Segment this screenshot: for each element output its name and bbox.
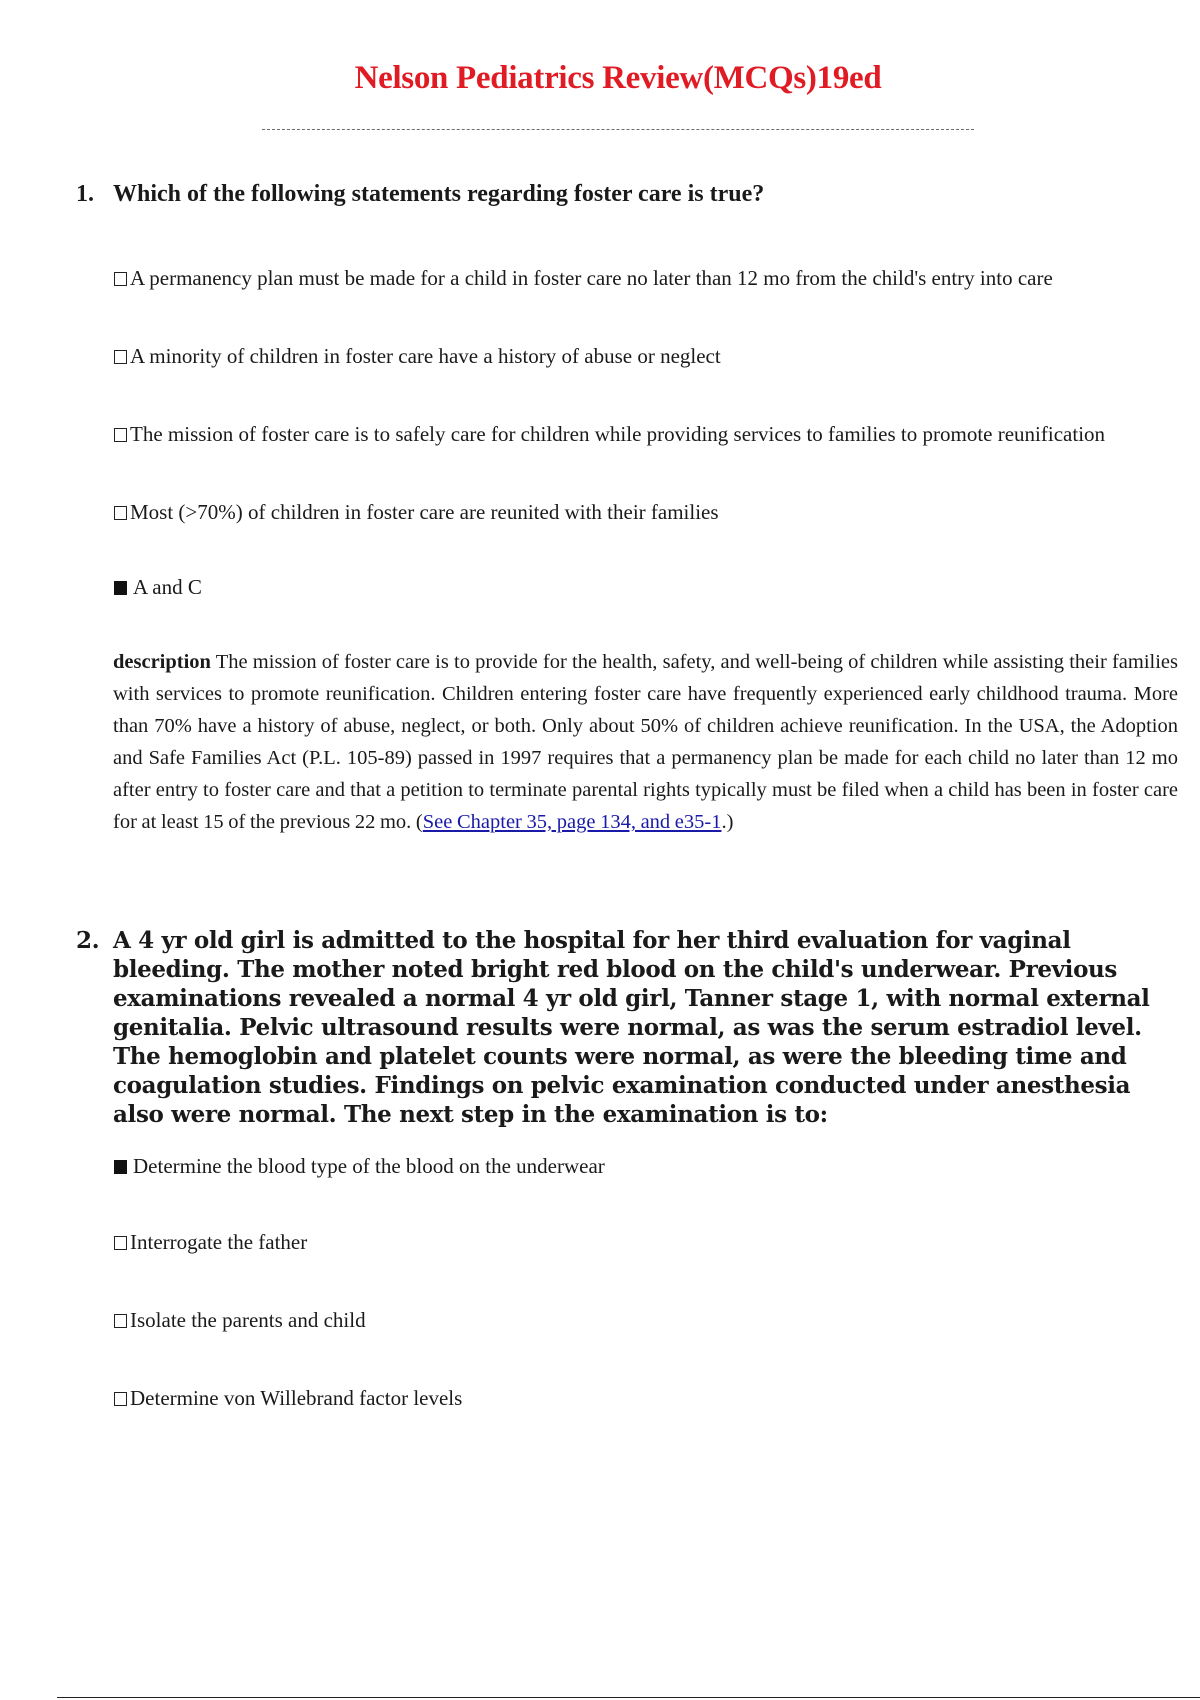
description-tail: .) xyxy=(721,811,734,833)
answer-option[interactable] xyxy=(114,422,1105,447)
description-body: The mission of foster care is to provide for the health, safety, and well-being of children while assisting their families with services to promote reunification. Children entering foster care have frequently experienced early childhood trauma. More than 70% have a history of abuse, neglect, or both. Only about 50% of children achieve reunification. In the USA, the Adoption and Safe Families Act (P.L. 105-89) passed in 1997 requires that a permanency plan be made for each child no later than 12 mo after entry to foster care and that a petition to terminate parental rights typically must be filed when a child has been in foster care for at least 15 of the previous 22 mo. ( xyxy=(113,651,1178,833)
option-label: Most (>70%) of children in foster care are reunited with their families xyxy=(130,500,719,524)
answer-option-selected[interactable] xyxy=(114,1154,605,1179)
checkbox-empty-icon[interactable] xyxy=(114,428,127,442)
answer-option[interactable] xyxy=(114,1386,462,1411)
question-2 xyxy=(76,926,1176,1129)
checkbox-filled-icon[interactable] xyxy=(114,1160,127,1174)
footer-divider xyxy=(57,1697,1200,1698)
option-label: Interrogate the father xyxy=(130,1230,308,1254)
checkbox-empty-icon[interactable] xyxy=(114,272,127,286)
chapter-reference-link[interactable]: See Chapter 35, page 134, and e35-1 xyxy=(422,811,722,833)
page-title: Nelson Pediatrics Review(MCQs)19ed xyxy=(354,60,882,96)
option-label: A and C xyxy=(133,575,202,599)
option-label: Determine the blood type of the blood on the underwear xyxy=(133,1154,605,1178)
answer-option[interactable] xyxy=(114,266,1053,291)
option-label: The mission of foster care is to safely care for children while providing services to families to promote reunification xyxy=(130,422,1106,446)
question-number: 1. xyxy=(76,181,94,207)
option-label: A minority of children in foster care have a history of abuse or neglect xyxy=(130,344,721,368)
checkbox-filled-icon[interactable] xyxy=(114,581,127,595)
checkbox-empty-icon[interactable] xyxy=(114,1236,127,1250)
checkbox-empty-icon[interactable] xyxy=(114,1392,127,1406)
answer-option-selected[interactable] xyxy=(114,575,202,600)
question-1 xyxy=(76,180,1176,209)
answer-option[interactable] xyxy=(114,1230,307,1255)
question-text: A 4 yr old girl is admitted to the hospital for her third evaluation for vaginal bleeding. The mother noted bright red blood on the child's underwear. Previous examinations revealed a normal 4 yr old girl, Tanner stage 1, with normal external genitalia. Pelvic ultrasound results were normal, as was the serum estradiol level. The hemoglobin and platelet counts were normal, as were the bleeding time and coagulation studies. Findings on pelvic examination conducted under anesthesia also were normal. The next step in the examination is to: xyxy=(113,927,1150,1128)
answer-option[interactable] xyxy=(114,1308,366,1333)
checkbox-empty-icon[interactable] xyxy=(114,1314,127,1328)
question-text: Which of the following statements regarding foster care is true? xyxy=(113,181,765,207)
answer-description xyxy=(113,646,1178,838)
question-number: 2. xyxy=(76,927,100,954)
description-label: description xyxy=(113,651,211,673)
option-label: A permanency plan must be made for a child in foster care no later than 12 mo from the child's entry into care xyxy=(130,266,1053,290)
answer-option[interactable] xyxy=(114,344,721,369)
option-label: Determine von Willebrand factor levels xyxy=(130,1386,463,1410)
checkbox-empty-icon[interactable] xyxy=(114,350,127,364)
option-label: Isolate the parents and child xyxy=(130,1308,366,1332)
answer-option[interactable] xyxy=(114,500,719,525)
title-divider xyxy=(262,129,974,130)
checkbox-empty-icon[interactable] xyxy=(114,506,127,520)
